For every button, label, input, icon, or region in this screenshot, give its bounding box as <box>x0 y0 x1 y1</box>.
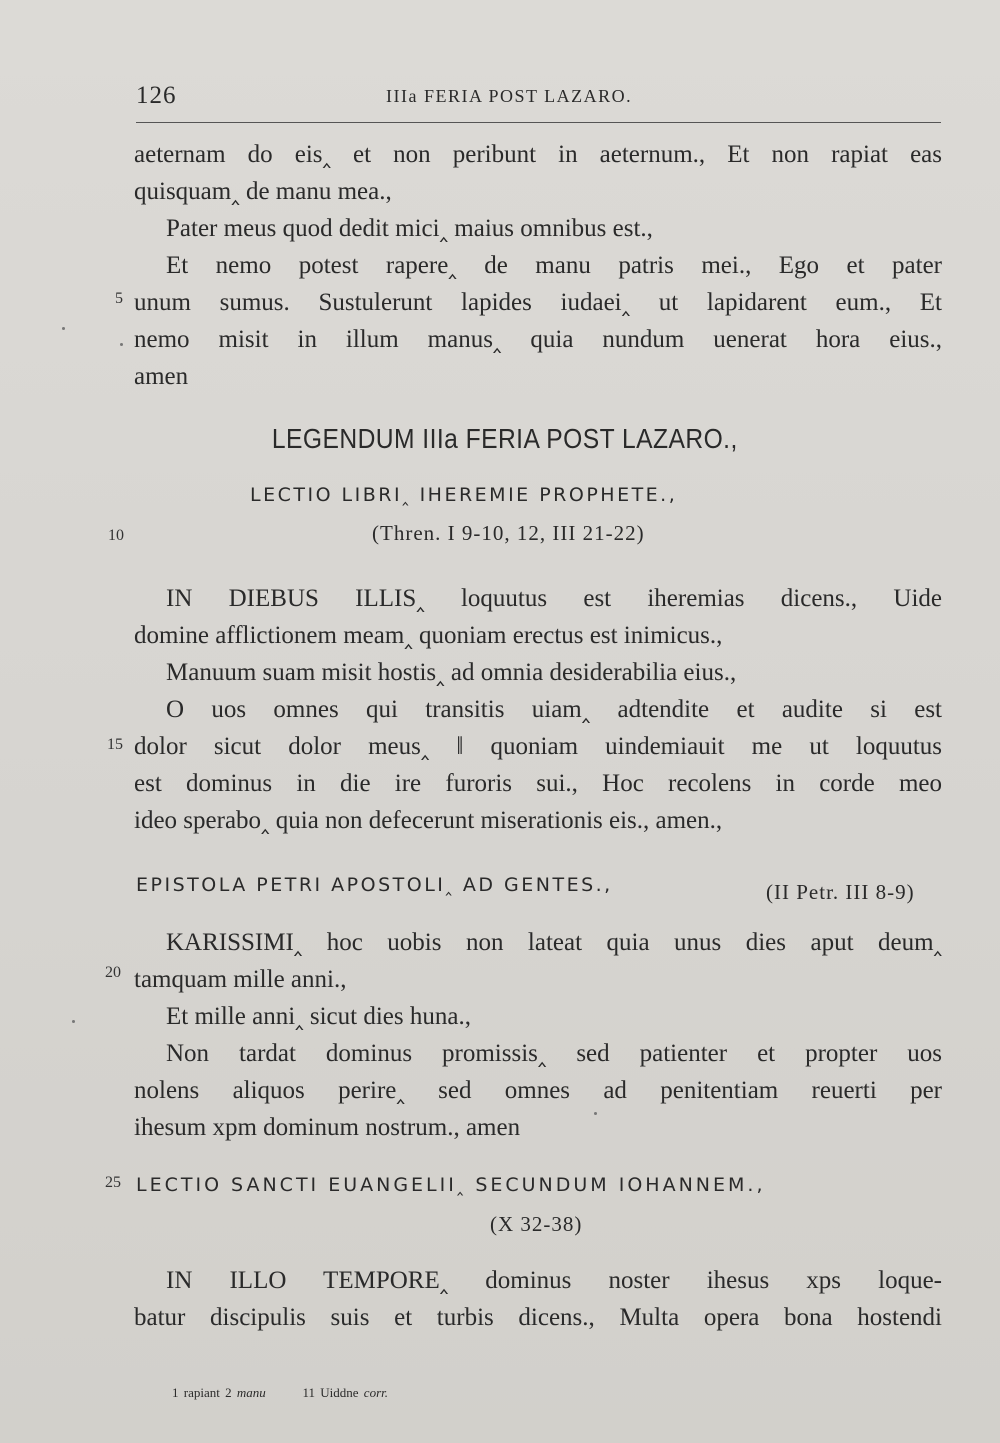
paper-speck <box>72 1020 75 1023</box>
text-line: domine afflictionem meam‸ quoniam erectus est inimicus., <box>134 622 723 649</box>
line-number: 5 <box>115 290 123 307</box>
header-rule <box>136 122 941 123</box>
footnote-number: 2 <box>225 1385 232 1400</box>
scripture-reference: (Thren. I 9-10, 12, III 21-22) <box>372 521 645 545</box>
text-line: est dominus in die ire furoris sui., Hoc recolens in corde meo <box>134 770 942 797</box>
footnote-number: 11 <box>302 1385 316 1400</box>
text-line: aeternam do eis‸ et non peribunt in aeternum., Et non rapiat eas <box>134 141 942 168</box>
lectio-heading: LECTIO LIBRI‸ IHEREMIE PROPHETE., <box>250 484 678 506</box>
footnote-text: Uiddne <box>320 1385 359 1400</box>
passage-1 <box>134 136 942 395</box>
footnote-text: rapiant <box>183 1385 220 1400</box>
passage-2 <box>134 580 942 839</box>
text-line: Manuum suam misit hostis‸ ad omnia desiderabilia eius., <box>166 659 737 686</box>
paper-speck <box>594 1112 597 1115</box>
text-line: KARISSIMI‸ hoc uobis non lateat quia unus dies aput deum‸ <box>166 929 942 956</box>
footnotes <box>172 1385 388 1401</box>
running-title: IIIa FERIA POST LAZARO. <box>386 86 633 106</box>
section-title: LEGENDUM IIIa FERIA POST LAZARO., <box>271 423 738 454</box>
text-line: Pater meus quod dedit mici‸ maius omnibus est., <box>166 215 653 242</box>
text-line: quisquam‸ de manu mea., <box>134 178 392 205</box>
text-line: amen <box>134 363 189 390</box>
passage-4 <box>134 1262 942 1336</box>
text-line: nolens aliquos perire‸ sed omnes ad penitentiam reuerti per <box>134 1077 942 1104</box>
text-line: Et nemo potest rapere‸ de manu patris mei., Ego et pater <box>166 252 942 279</box>
paper-speck <box>120 343 123 346</box>
page-number: 126 <box>136 82 177 109</box>
scripture-reference: (X 32-38) <box>490 1212 583 1236</box>
line-number: 20 <box>105 964 121 981</box>
line-number: 25 <box>105 1174 121 1191</box>
evangelii-heading: LECTIO SANCTI EUANGELII‸ SECUNDUM IOHANNEM., <box>136 1174 766 1196</box>
text-line: nemo misit in illum manus‸ quia nundum uenerat hora eius., <box>134 326 942 353</box>
line-number: 10 <box>108 527 124 544</box>
footnote-number: 1 <box>172 1385 179 1400</box>
epistola-heading: EPISTOLA PETRI APOSTOLI‸ AD GENTES., <box>136 874 613 896</box>
text-line: IN DIEBUS ILLIS‸ loquutus est iheremias dicens., Uide <box>166 585 942 612</box>
text-line: unum sumus. Sustulerunt lapides iudaei‸ ut lapidarent eum., Et <box>134 289 942 316</box>
text-line: dolor sicut dolor meus‸ ‖ quoniam uindemiauit me ut loquutus <box>134 733 942 760</box>
text-line: Et mille anni‸ sicut dies huna., <box>166 1003 471 1030</box>
paper-speck <box>62 327 65 330</box>
text-line: ihesum xpm dominum nostrum., amen <box>134 1114 521 1141</box>
text-line: IN ILLO TEMPORE‸ dominus noster ihesus xps loque- <box>166 1267 942 1294</box>
passage-3 <box>134 924 942 1146</box>
text-line: O uos omnes qui transitis uiam‸ adtendite et audite si est <box>166 696 942 723</box>
page-header <box>136 82 941 114</box>
text-line: Non tardat dominus promissis‸ sed patienter et propter uos <box>166 1040 942 1067</box>
text-line: batur discipulis suis et turbis dicens., Multa opera bona hostendi <box>134 1304 942 1331</box>
scripture-reference: (II Petr. III 8-9) <box>766 880 915 904</box>
text-line: tamquam mille anni., <box>134 966 347 993</box>
footnote-italic: manu <box>236 1385 266 1400</box>
line-number: 15 <box>107 736 123 753</box>
footnote-italic: corr. <box>363 1385 388 1400</box>
text-line: ideo sperabo‸ quia non defecerunt miserationis eis., amen., <box>134 807 723 834</box>
